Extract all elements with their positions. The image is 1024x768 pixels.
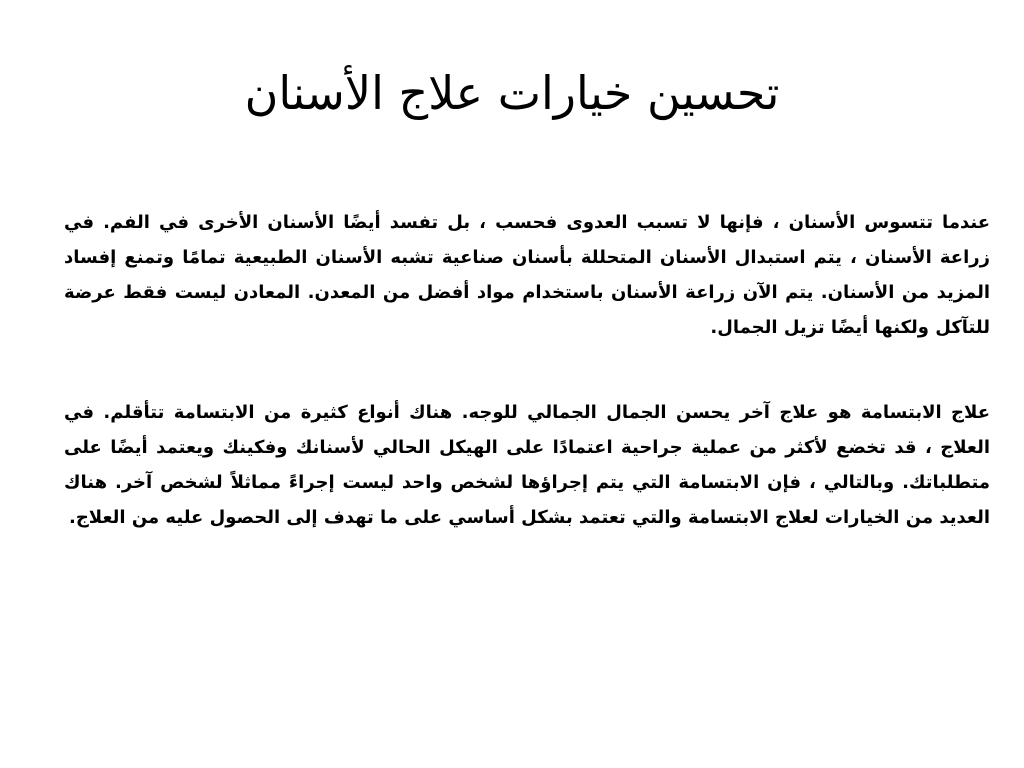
body-paragraph-smile-treatment: علاج الابتسامة هو علاج آخر يحسن الجمال الجمالي للوجه. هناك أنواع كثيرة من الابتسامة تتأقلم. في العلاج ، قد تخضع لأكثر من عملية جراحية اعتمادًا على الهيكل الحالي لأسنانك وفكينك ويعتمد أيضًا على متطلباتك. وبالتالي ، فإن الابتسامة التي يتم إجراؤها لشخص واحد ليست إجراءً مماثلاً لشخص آخر. هناك العديد من الخيارات لعلاج الابتسامة والتي تعتمد بشكل أساسي على ما تهدف إلى الحصول عليه من العلاج. [64, 402, 990, 528]
body-paragraph-implants: عندما تتسوس الأسنان ، فإنها لا تسبب العدوى فحسب ، بل تفسد أيضًا الأسنان الأخرى في الفم. في زراعة الأسنان ، يتم استبدال الأسنان المتحللة بأسنان صناعية تشبه الأسنان الطبيعية تمامًا وتمنع إفساد المزيد من الأسنان. يتم الآن زراعة الأسنان باستخدام مواد أفضل من المعدن. المعادن ليست فقط عرضة للتآكل ولكنها أيضًا تزيل الجمال. [64, 212, 990, 338]
slide-title: تحسين خيارات علاج الأسنان [244, 66, 780, 120]
